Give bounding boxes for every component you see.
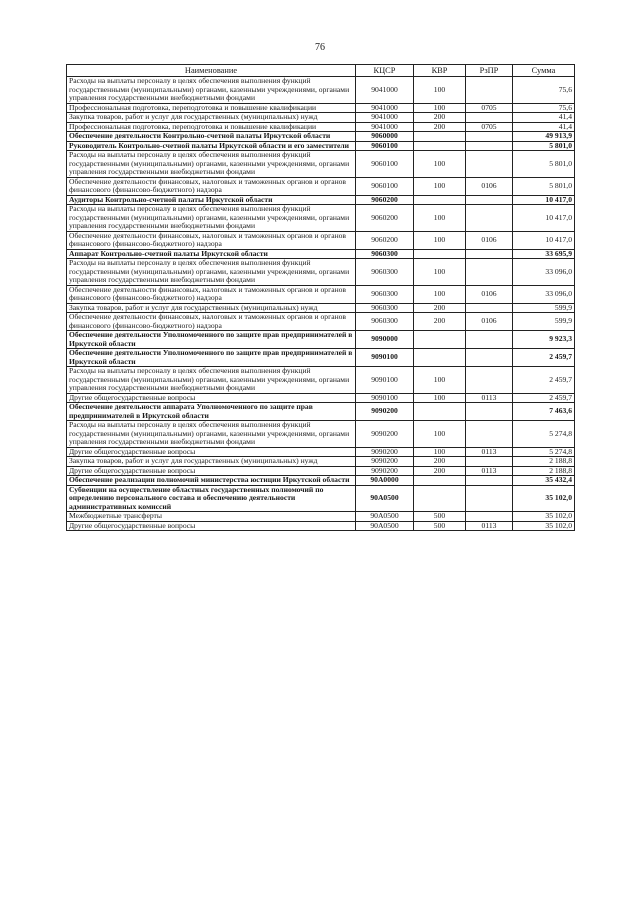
cell-kvr: 100 — [414, 421, 466, 448]
cell-name: Закупка товаров, работ и услуг для государственных (муниципальных) нужд — [67, 113, 356, 123]
cell-rzpr — [466, 349, 513, 367]
cell-rzpr — [466, 403, 513, 421]
cell-kcsr: 9090100 — [356, 367, 414, 394]
cell-kcsr: 9060300 — [356, 303, 414, 313]
cell-kcsr: 9041000 — [356, 103, 414, 113]
cell-kcsr: 9090200 — [356, 466, 414, 476]
cell-name: Обеспечение деятельности финансовых, налоговых и таможенных органов и органов финансового (финансово-бюджетного) надзора — [67, 231, 356, 249]
cell-name: Субвенции на осуществление областных государственных полномочий по определению персонального состава и обеспечению деятельности административных комиссий — [67, 485, 356, 512]
cell-amount: 75,6 — [513, 77, 575, 104]
cell-amount: 10 417,0 — [513, 195, 575, 205]
column-header-rzpr: РзПР — [466, 65, 513, 77]
cell-amount: 41,4 — [513, 113, 575, 123]
cell-amount: 2 459,7 — [513, 367, 575, 394]
cell-amount: 10 417,0 — [513, 231, 575, 249]
cell-rzpr — [466, 195, 513, 205]
table-row — [67, 259, 575, 286]
cell-kvr: 100 — [414, 103, 466, 113]
cell-name: Другие общегосударственные вопросы — [67, 447, 356, 457]
cell-rzpr — [466, 331, 513, 349]
cell-kvr: 100 — [414, 447, 466, 457]
cell-kcsr: 9060000 — [356, 132, 414, 142]
cell-kcsr: 9090200 — [356, 447, 414, 457]
cell-amount: 599,9 — [513, 303, 575, 313]
table-row — [67, 485, 575, 512]
cell-kcsr: 9090200 — [356, 403, 414, 421]
cell-kvr: 100 — [414, 151, 466, 178]
table-row — [67, 457, 575, 467]
cell-amount: 35 432,4 — [513, 476, 575, 486]
cell-kvr — [414, 249, 466, 259]
cell-amount: 49 913,9 — [513, 132, 575, 142]
cell-amount: 5 801,0 — [513, 151, 575, 178]
cell-kvr: 100 — [414, 205, 466, 232]
cell-name: Расходы на выплаты персоналу в целях обеспечения выполнения функций государственными (муниципальными) органами, казенными учреждениями, органами управления государственными внебюджетными фондами — [67, 421, 356, 448]
cell-name: Обеспечение деятельности финансовых, налоговых и таможенных органов и органов финансового (финансово-бюджетного) надзора — [67, 285, 356, 303]
cell-name: Обеспечение деятельности аппарата Уполномоченного по защите прав предпринимателей в Иркутской области — [67, 403, 356, 421]
table-row — [67, 113, 575, 123]
cell-kvr — [414, 349, 466, 367]
cell-rzpr — [466, 141, 513, 151]
cell-name: Расходы на выплаты персоналу в целях обеспечения выполнения функций государственными (муниципальными) органами, казенными учреждениями, органами управления государственными внебюджетными фондами — [67, 77, 356, 104]
cell-kvr — [414, 485, 466, 512]
cell-rzpr — [466, 421, 513, 448]
page-number: 76 — [315, 42, 325, 53]
cell-kvr — [414, 132, 466, 142]
cell-rzpr — [466, 367, 513, 394]
cell-rzpr — [466, 259, 513, 286]
cell-kvr — [414, 141, 466, 151]
cell-kcsr: 9060300 — [356, 249, 414, 259]
cell-kvr — [414, 476, 466, 486]
cell-rzpr: 0113 — [466, 466, 513, 476]
column-header-name: Наименование — [67, 65, 356, 77]
cell-rzpr: 0113 — [466, 393, 513, 403]
cell-amount: 10 417,0 — [513, 205, 575, 232]
cell-name: Аппарат Контрольно-счетной палаты Иркутской области — [67, 249, 356, 259]
cell-kvr: 100 — [414, 393, 466, 403]
cell-kcsr: 9060300 — [356, 285, 414, 303]
cell-kcsr: 90А0500 — [356, 521, 414, 531]
cell-kvr: 200 — [414, 113, 466, 123]
cell-name: Обеспечение деятельности финансовых, налоговых и таможенных органов и органов финансового (финансово-бюджетного) надзора — [67, 313, 356, 331]
cell-kcsr: 9060100 — [356, 151, 414, 178]
cell-kvr: 200 — [414, 122, 466, 132]
cell-rzpr: 0106 — [466, 285, 513, 303]
table-row — [67, 349, 575, 367]
cell-name: Обеспечение деятельности финансовых, налоговых и таможенных органов и органов финансового (финансово-бюджетного) надзора — [67, 177, 356, 195]
cell-name: Расходы на выплаты персоналу в целях обеспечения выполнения функций государственными (муниципальными) органами, казенными учреждениями, органами управления государственными внебюджетными фондами — [67, 259, 356, 286]
cell-name: Обеспечение деятельности Уполномоченного по защите прав предпринимателей в Иркутской области — [67, 331, 356, 349]
cell-kcsr: 9041000 — [356, 122, 414, 132]
cell-amount: 2 459,7 — [513, 393, 575, 403]
cell-kvr: 100 — [414, 77, 466, 104]
cell-kvr: 200 — [414, 466, 466, 476]
cell-amount: 7 463,6 — [513, 403, 575, 421]
cell-amount: 2 188,8 — [513, 457, 575, 467]
cell-rzpr — [466, 457, 513, 467]
cell-rzpr — [466, 249, 513, 259]
cell-amount: 35 102,0 — [513, 485, 575, 512]
cell-amount: 33 695,9 — [513, 249, 575, 259]
cell-amount: 35 102,0 — [513, 512, 575, 522]
column-header-kvr: КВР — [414, 65, 466, 77]
cell-kcsr: 9060100 — [356, 177, 414, 195]
cell-name: Другие общегосударственные вопросы — [67, 521, 356, 531]
cell-kcsr: 9090100 — [356, 349, 414, 367]
table-row — [67, 403, 575, 421]
table-row — [67, 177, 575, 195]
cell-kvr — [414, 195, 466, 205]
cell-kcsr: 9041000 — [356, 113, 414, 123]
cell-amount: 75,6 — [513, 103, 575, 113]
cell-rzpr — [466, 205, 513, 232]
budget-table — [66, 64, 575, 531]
table-row — [67, 512, 575, 522]
cell-kcsr: 90А0000 — [356, 476, 414, 486]
column-header-amount: Сумма — [513, 65, 575, 77]
table-row — [67, 313, 575, 331]
cell-amount: 33 096,0 — [513, 259, 575, 286]
cell-kcsr: 90А0500 — [356, 512, 414, 522]
cell-kcsr: 9090200 — [356, 421, 414, 448]
table-row — [67, 132, 575, 142]
cell-kcsr: 9090200 — [356, 457, 414, 467]
cell-kvr: 200 — [414, 457, 466, 467]
cell-rzpr — [466, 132, 513, 142]
cell-kvr: 500 — [414, 512, 466, 522]
cell-amount: 5 274,8 — [513, 447, 575, 457]
cell-kcsr: 9060200 — [356, 205, 414, 232]
cell-kvr: 500 — [414, 521, 466, 531]
cell-kvr: 200 — [414, 313, 466, 331]
cell-rzpr — [466, 476, 513, 486]
cell-kvr: 100 — [414, 259, 466, 286]
table-row — [67, 285, 575, 303]
table-row — [67, 77, 575, 104]
cell-kcsr: 9060200 — [356, 231, 414, 249]
cell-rzpr: 0106 — [466, 313, 513, 331]
cell-name: Расходы на выплаты персоналу в целях обеспечения выполнения функций государственными (муниципальными) органами, казенными учреждениями, органами управления государственными внебюджетными фондами — [67, 151, 356, 178]
cell-amount: 2 188,8 — [513, 466, 575, 476]
cell-rzpr — [466, 485, 513, 512]
cell-name: Обеспечение реализации полномочий министерства юстиции Иркутской области — [67, 476, 356, 486]
cell-kvr — [414, 331, 466, 349]
cell-kcsr: 9060200 — [356, 195, 414, 205]
cell-rzpr — [466, 77, 513, 104]
cell-name: Руководитель Контрольно-счетной палаты Иркутской области и его заместители — [67, 141, 356, 151]
cell-rzpr — [466, 113, 513, 123]
cell-rzpr: 0113 — [466, 521, 513, 531]
cell-rzpr — [466, 151, 513, 178]
table-row — [67, 231, 575, 249]
cell-kcsr: 9090100 — [356, 393, 414, 403]
cell-name: Закупка товаров, работ и услуг для государственных (муниципальных) нужд — [67, 457, 356, 467]
cell-name: Другие общегосударственные вопросы — [67, 393, 356, 403]
cell-amount: 5 801,0 — [513, 141, 575, 151]
cell-amount: 5 274,8 — [513, 421, 575, 448]
cell-kcsr: 9060300 — [356, 259, 414, 286]
cell-name: Расходы на выплаты персоналу в целях обеспечения выполнения функций государственными (муниципальными) органами, казенными учреждениями, органами управления государственными внебюджетными фондами — [67, 367, 356, 394]
cell-name: Другие общегосударственные вопросы — [67, 466, 356, 476]
cell-kcsr: 9060100 — [356, 141, 414, 151]
cell-name: Закупка товаров, работ и услуг для государственных (муниципальных) нужд — [67, 303, 356, 313]
table-row — [67, 205, 575, 232]
cell-rzpr — [466, 512, 513, 522]
cell-rzpr: 0705 — [466, 122, 513, 132]
cell-name: Обеспечение деятельности Уполномоченного по защите прав предпринимателей в Иркутской области — [67, 349, 356, 367]
table-row — [67, 476, 575, 486]
table-row — [67, 331, 575, 349]
cell-kcsr: 90А0500 — [356, 485, 414, 512]
cell-amount: 599,9 — [513, 313, 575, 331]
column-header-kcsr: КЦСР — [356, 65, 414, 77]
table-row — [67, 421, 575, 448]
cell-amount: 2 459,7 — [513, 349, 575, 367]
cell-name: Аудиторы Контрольно-счетной палаты Иркутской области — [67, 195, 356, 205]
cell-kvr: 100 — [414, 367, 466, 394]
cell-kvr: 200 — [414, 303, 466, 313]
cell-name: Обеспечение деятельности Контрольно-счетной палаты Иркутской области — [67, 132, 356, 142]
cell-kvr: 100 — [414, 285, 466, 303]
cell-amount: 35 102,0 — [513, 521, 575, 531]
cell-name: Профессиональная подготовка, переподготовка и повышение квалификации — [67, 103, 356, 113]
cell-name: Профессиональная подготовка, переподготовка и повышение квалификации — [67, 122, 356, 132]
cell-rzpr: 0113 — [466, 447, 513, 457]
cell-kvr — [414, 403, 466, 421]
cell-rzpr: 0106 — [466, 177, 513, 195]
cell-amount: 5 801,0 — [513, 177, 575, 195]
cell-rzpr: 0705 — [466, 103, 513, 113]
cell-amount: 9 923,3 — [513, 331, 575, 349]
cell-kcsr: 9090000 — [356, 331, 414, 349]
table-body — [67, 77, 575, 531]
cell-name: Расходы на выплаты персоналу в целях обеспечения выполнения функций государственными (муниципальными) органами, казенными учреждениями, органами управления государственными внебюджетными фондами — [67, 205, 356, 232]
cell-kvr: 100 — [414, 231, 466, 249]
cell-kvr: 100 — [414, 177, 466, 195]
cell-name: Межбюджетные трансферты — [67, 512, 356, 522]
table-row — [67, 521, 575, 531]
cell-kcsr: 9041000 — [356, 77, 414, 104]
table-row — [67, 367, 575, 394]
cell-kcsr: 9060300 — [356, 313, 414, 331]
cell-rzpr: 0106 — [466, 231, 513, 249]
cell-amount: 33 096,0 — [513, 285, 575, 303]
table-row — [67, 151, 575, 178]
cell-rzpr — [466, 303, 513, 313]
cell-amount: 41,4 — [513, 122, 575, 132]
table-header-row — [67, 65, 575, 77]
